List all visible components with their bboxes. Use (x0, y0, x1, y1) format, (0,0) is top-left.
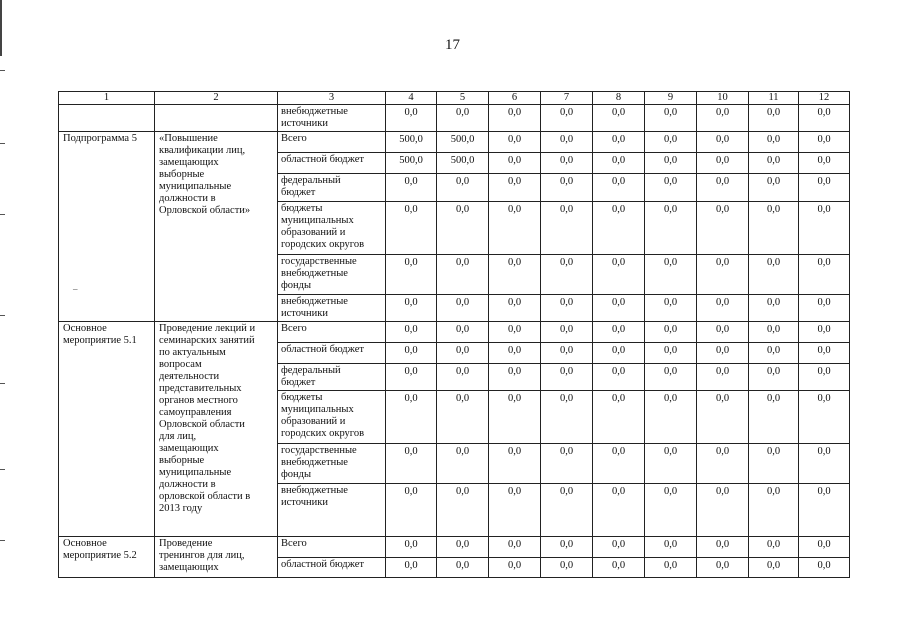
funding-source-cell: бюджеты муниципальных образований и городских округов (278, 202, 386, 255)
value-cell: 0,0 (799, 132, 850, 153)
value-cell: 0,0 (489, 343, 541, 364)
value-cell: 0,0 (541, 364, 593, 391)
value-cell: 0,0 (541, 132, 593, 153)
value-cell: 0,0 (489, 322, 541, 343)
funding-source-cell: внебюджетные источники (278, 105, 386, 132)
value-cell: 0,0 (697, 153, 749, 174)
value-cell: 0,0 (489, 295, 541, 322)
value-cell: 0,0 (697, 202, 749, 255)
value-cell: 0,0 (749, 444, 799, 484)
value-cell: 0,0 (697, 343, 749, 364)
value-cell: 0,0 (799, 105, 850, 132)
value-cell: 0,0 (593, 391, 645, 444)
value-cell: 0,0 (697, 537, 749, 558)
page-edge-tick (0, 383, 5, 384)
value-cell: 0,0 (386, 255, 437, 295)
value-cell: 0,0 (645, 153, 697, 174)
value-cell: 0,0 (489, 484, 541, 537)
value-cell: 0,0 (437, 444, 489, 484)
funding-source-cell: Всего (278, 132, 386, 153)
value-cell: 0,0 (645, 105, 697, 132)
funding-source-cell: областной бюджет (278, 153, 386, 174)
value-cell: 0,0 (437, 391, 489, 444)
value-cell: 0,0 (593, 484, 645, 537)
value-cell: 0,0 (749, 202, 799, 255)
value-cell: 0,0 (593, 202, 645, 255)
value-cell: 0,0 (593, 558, 645, 578)
value-cell: 0,0 (489, 537, 541, 558)
value-cell: 0,0 (541, 558, 593, 578)
value-cell: 0,0 (645, 343, 697, 364)
value-cell: 0,0 (386, 174, 437, 202)
page-edge-tick (0, 214, 5, 215)
value-cell: 500,0 (386, 153, 437, 174)
value-cell: 0,0 (645, 202, 697, 255)
value-cell: 0,0 (437, 343, 489, 364)
funding-source-cell: федеральный бюджет (278, 364, 386, 391)
value-cell: 0,0 (749, 153, 799, 174)
value-cell: 0,0 (697, 558, 749, 578)
program-title-cell (155, 105, 278, 132)
value-cell: 0,0 (799, 391, 850, 444)
header-cell: 1 (59, 92, 155, 105)
header-cell: 11 (749, 92, 799, 105)
header-cell: 5 (437, 92, 489, 105)
scan-mark: – (73, 284, 78, 294)
value-cell: 0,0 (541, 484, 593, 537)
value-cell: 0,0 (541, 295, 593, 322)
funding-source-cell: федеральный бюджет (278, 174, 386, 202)
header-cell: 9 (645, 92, 697, 105)
program-name-cell: Основное мероприятие 5.2 (59, 537, 155, 578)
value-cell: 0,0 (799, 174, 850, 202)
value-cell: 0,0 (541, 202, 593, 255)
value-cell: 0,0 (489, 391, 541, 444)
header-cell: 8 (593, 92, 645, 105)
value-cell: 0,0 (437, 174, 489, 202)
budget-table (58, 91, 850, 578)
value-cell: 0,0 (489, 255, 541, 295)
funding-source-cell: внебюджетные источники (278, 484, 386, 537)
header-cell: 6 (489, 92, 541, 105)
value-cell: 0,0 (799, 255, 850, 295)
value-cell: 0,0 (386, 364, 437, 391)
header-cell: 12 (799, 92, 850, 105)
value-cell: 0,0 (489, 153, 541, 174)
value-cell: 0,0 (749, 364, 799, 391)
value-cell: 0,0 (593, 343, 645, 364)
value-cell: 0,0 (645, 364, 697, 391)
value-cell: 0,0 (541, 391, 593, 444)
value-cell: 0,0 (799, 322, 850, 343)
value-cell: 0,0 (749, 255, 799, 295)
value-cell: 0,0 (541, 153, 593, 174)
value-cell: 0,0 (489, 174, 541, 202)
value-cell: 0,0 (593, 537, 645, 558)
value-cell: 0,0 (386, 343, 437, 364)
value-cell: 0,0 (437, 364, 489, 391)
funding-source-cell: областной бюджет (278, 343, 386, 364)
value-cell: 0,0 (645, 295, 697, 322)
value-cell: 0,0 (386, 295, 437, 322)
table-row (59, 322, 850, 343)
value-cell: 0,0 (386, 202, 437, 255)
value-cell: 0,0 (799, 558, 850, 578)
program-name-cell: Подпрограмма 5 (59, 132, 155, 322)
table-row (59, 105, 850, 132)
value-cell: 0,0 (749, 295, 799, 322)
value-cell: 0,0 (437, 202, 489, 255)
value-cell: 0,0 (489, 105, 541, 132)
value-cell: 0,0 (541, 537, 593, 558)
value-cell: 0,0 (645, 558, 697, 578)
value-cell: 0,0 (489, 202, 541, 255)
value-cell: 0,0 (437, 105, 489, 132)
value-cell: 0,0 (437, 255, 489, 295)
value-cell: 0,0 (437, 295, 489, 322)
value-cell: 0,0 (799, 202, 850, 255)
page-edge-tick (0, 540, 5, 541)
value-cell: 0,0 (697, 174, 749, 202)
header-cell: 3 (278, 92, 386, 105)
value-cell: 0,0 (386, 537, 437, 558)
page-edge-tick (0, 143, 5, 144)
value-cell: 0,0 (799, 295, 850, 322)
value-cell: 0,0 (386, 322, 437, 343)
value-cell: 0,0 (645, 322, 697, 343)
value-cell: 0,0 (593, 322, 645, 343)
table-row (59, 132, 850, 153)
value-cell: 0,0 (593, 295, 645, 322)
program-title-cell: Проведение лекций и семинарских занятий по актуальным вопросам деятельности представительных органов местного самоуправления Орловской области для лиц, замещающих выборные муниципальные должности в орловской области в 2013 году (155, 322, 278, 537)
value-cell: 0,0 (437, 484, 489, 537)
value-cell: 0,0 (697, 322, 749, 343)
value-cell: 0,0 (697, 255, 749, 295)
program-title-cell: Проведение тренингов для лиц, замещающих (155, 537, 278, 578)
value-cell: 0,0 (386, 105, 437, 132)
page-edge-tick (0, 315, 5, 316)
funding-source-cell: Всего (278, 537, 386, 558)
funding-source-cell: бюджеты муниципальных образований и городских округов (278, 391, 386, 444)
table-row (59, 537, 850, 558)
value-cell: 0,0 (593, 174, 645, 202)
funding-source-cell: государственные внебюджетные фонды (278, 255, 386, 295)
program-name-cell (59, 105, 155, 132)
value-cell: 0,0 (386, 558, 437, 578)
value-cell: 0,0 (645, 255, 697, 295)
value-cell: 0,0 (593, 364, 645, 391)
value-cell: 0,0 (593, 105, 645, 132)
value-cell: 0,0 (541, 444, 593, 484)
header-row (59, 92, 850, 105)
value-cell: 0,0 (799, 537, 850, 558)
header-cell: 4 (386, 92, 437, 105)
value-cell: 0,0 (386, 484, 437, 537)
page-edge-tick (0, 70, 5, 71)
value-cell: 0,0 (541, 105, 593, 132)
value-cell: 0,0 (437, 537, 489, 558)
value-cell: 0,0 (645, 174, 697, 202)
value-cell: 0,0 (749, 343, 799, 364)
value-cell: 0,0 (593, 153, 645, 174)
value-cell: 0,0 (697, 484, 749, 537)
funding-source-cell: Всего (278, 322, 386, 343)
value-cell: 0,0 (386, 391, 437, 444)
header-cell: 7 (541, 92, 593, 105)
value-cell: 0,0 (437, 322, 489, 343)
program-title-cell: «Повышение квалификации лиц, замещающих выборные муниципальные должности в Орловской области» (155, 132, 278, 322)
funding-source-cell: государственные внебюджетные фонды (278, 444, 386, 484)
value-cell: 0,0 (697, 364, 749, 391)
value-cell: 0,0 (697, 444, 749, 484)
value-cell: 0,0 (799, 364, 850, 391)
value-cell: 0,0 (593, 444, 645, 484)
value-cell: 0,0 (697, 105, 749, 132)
value-cell: 0,0 (645, 132, 697, 153)
value-cell: 0,0 (645, 537, 697, 558)
value-cell: 500,0 (437, 132, 489, 153)
value-cell: 0,0 (749, 391, 799, 444)
value-cell: 0,0 (541, 255, 593, 295)
page-number: 17 (445, 37, 460, 53)
value-cell: 0,0 (749, 484, 799, 537)
value-cell: 0,0 (749, 322, 799, 343)
value-cell: 0,0 (593, 132, 645, 153)
header-cell: 10 (697, 92, 749, 105)
program-name-cell: Основное мероприятие 5.1 (59, 322, 155, 537)
value-cell: 0,0 (749, 537, 799, 558)
value-cell: 0,0 (386, 444, 437, 484)
value-cell: 0,0 (489, 364, 541, 391)
value-cell: 0,0 (645, 444, 697, 484)
value-cell: 0,0 (593, 255, 645, 295)
value-cell: 0,0 (799, 444, 850, 484)
value-cell: 0,0 (799, 484, 850, 537)
page-edge-tick (0, 469, 5, 470)
funding-source-cell: внебюджетные источники (278, 295, 386, 322)
value-cell: 500,0 (386, 132, 437, 153)
value-cell: 0,0 (541, 343, 593, 364)
value-cell: 500,0 (437, 153, 489, 174)
value-cell: 0,0 (541, 322, 593, 343)
value-cell: 0,0 (541, 174, 593, 202)
value-cell: 0,0 (697, 391, 749, 444)
value-cell: 0,0 (489, 444, 541, 484)
value-cell: 0,0 (799, 153, 850, 174)
value-cell: 0,0 (489, 558, 541, 578)
funding-source-cell: областной бюджет (278, 558, 386, 578)
value-cell: 0,0 (799, 343, 850, 364)
value-cell: 0,0 (437, 558, 489, 578)
value-cell: 0,0 (749, 105, 799, 132)
value-cell: 0,0 (749, 558, 799, 578)
value-cell: 0,0 (749, 132, 799, 153)
header-cell: 2 (155, 92, 278, 105)
value-cell: 0,0 (645, 484, 697, 537)
value-cell: 0,0 (645, 391, 697, 444)
value-cell: 0,0 (489, 132, 541, 153)
value-cell: 0,0 (697, 132, 749, 153)
value-cell: 0,0 (749, 174, 799, 202)
value-cell: 0,0 (697, 295, 749, 322)
